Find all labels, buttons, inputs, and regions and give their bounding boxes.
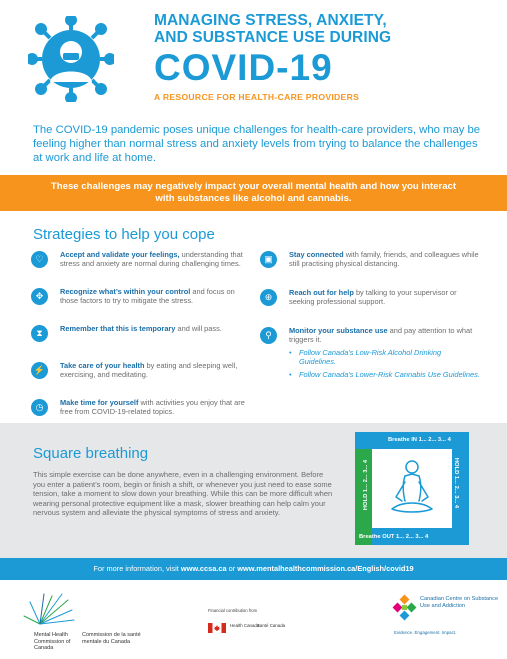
square-breathing-heading: Square breathing (33, 445, 149, 462)
target-arrows-icon: ✥ (31, 288, 48, 305)
footer-prefix: For more information, visit (93, 564, 181, 573)
cannabis-guidelines-link[interactable]: • Follow Canada’s Lower-Risk Cannabis Use Guidelines. (289, 370, 480, 379)
hold-right-label: HOLD 1... 2... 3... 4 (452, 457, 459, 509)
strategy-text: with activities you enjoy that are free from COVID-19-related topics. (60, 398, 245, 417)
strategy-bold: Reach out for help (289, 288, 354, 297)
magnifier-icon: ⚲ (260, 327, 277, 344)
ccsa-tagline: Evidence. Engagement. Impact. (394, 630, 457, 635)
strategy-bold: Remember that this is temporary (60, 324, 176, 333)
strategy-accept-feelings (31, 250, 251, 287)
strategy-text: and will pass. (175, 324, 222, 333)
square-breathing-text: This simple exercise can be done anywhere, even in a challenging environment. Before you enter a patient’s room, begin or finish a shift, or whenever you just need to ease some tension, take a moment to slow down your breathing. While this can be more difficult when wearing personal protective equipment like a mask, slower breathing can help calm your nervous system and alleviate the physical symptoms of stress and anxiety. (33, 470, 333, 518)
alcohol-guidelines-link[interactable]: • Follow Canada’s Low-Risk Alcohol Drinking Guidelines. (289, 348, 480, 367)
strategy-text: understanding that stress and anxiety are normal during challenging times. (60, 250, 243, 269)
health-canada-fr: Santé Canada (257, 623, 286, 628)
strategy-recognize-control (31, 287, 251, 324)
strategies-left-column (31, 250, 251, 435)
strategies-heading: Strategies to help you cope (33, 226, 215, 243)
banner-line-2: with substances like alcohol and cannabis. (155, 193, 352, 204)
strategy-bold: Take care of your health (60, 361, 145, 370)
ccsa-mosaic-icon (392, 594, 418, 624)
intro-paragraph: The COVID-19 pandemic poses unique challenges for health-care providers, who may be feeling higher than normal stress and anxiety levels from trying to balance the challenges at work and life at home. (33, 124, 481, 164)
lifebuoy-icon: ⊕ (260, 289, 277, 306)
footer-bar (0, 558, 507, 580)
strategy-bold: Accept and validate your feelings, (60, 250, 180, 259)
strategy-health (31, 361, 251, 398)
hold-left-label: HOLD 1... 2... 3... 4 (363, 459, 370, 511)
breathe-out-label: Breathe OUT 1... 2... 3... 4 (359, 534, 429, 540)
meditating-person-icon (372, 449, 452, 528)
financial-contribution-label: Financial contribution from (208, 608, 258, 613)
banner-line-1: These challenges may negatively impact your overall mental health and how you interact (50, 181, 457, 192)
strategy-monitor-substance (260, 326, 480, 379)
strategy-temporary (31, 324, 251, 361)
ccsa-link[interactable]: www.ccsa.ca (180, 564, 227, 573)
strategies-right-column (260, 250, 480, 379)
mhcc-name-en: Mental Health Commission of Canada (34, 632, 71, 651)
mhcc-logo (22, 592, 142, 652)
partner-logos (0, 580, 507, 659)
ccsa-logo (392, 594, 502, 649)
meditation-figure-panel (372, 449, 452, 528)
heart-hand-icon: ♡ (31, 251, 48, 268)
hourglass-icon: ⧗ (31, 325, 48, 342)
strategy-text: with family, friends, and colleagues while still practising physical distancing. (289, 250, 479, 269)
strategy-stay-connected (260, 250, 480, 288)
strategy-text: by eating and sleeping well, exercising, and meditating. (60, 361, 238, 380)
strategy-text: and focus on those factors to try to mitigate the stress. (60, 287, 235, 306)
strategy-bold: Make time for yourself (60, 398, 139, 407)
title-line-2: AND SUBSTANCE USE DURING (154, 29, 392, 46)
video-call-icon: ▣ (260, 251, 277, 268)
strategy-text: and pay attention to what triggers it. (289, 326, 473, 345)
page-title: COVID-19 (154, 47, 333, 88)
strategy-text: by talking to your supervisor or seeking professional support. (289, 288, 457, 307)
mhcc-link[interactable]: www.mentalhealthcommission.ca/English/covid19 (237, 564, 414, 573)
orange-banner (0, 175, 507, 211)
header (0, 0, 507, 118)
title-block (154, 12, 494, 102)
title-line-1: MANAGING STRESS, ANXIETY, (154, 12, 387, 29)
mhcc-burst-icon (22, 592, 82, 632)
strategy-bold: Stay connected (289, 250, 344, 259)
footer-mid: or (226, 564, 238, 573)
breathe-in-label: Breathe IN 1... 2... 3... 4 (388, 437, 451, 443)
watch-icon: ◷ (31, 399, 48, 416)
health-canada-logo (208, 608, 318, 648)
virus-doctor-icon (28, 16, 114, 102)
strategy-bold: Monitor your substance use (289, 326, 388, 335)
breathing-square-diagram (355, 432, 469, 545)
ccsa-name: Canadian Centre on Substance Use and Addiction (420, 596, 499, 609)
mhcc-name-fr: Commission de la santé mentale du Canada (82, 632, 141, 645)
strategy-bold: Recognize what’s within your control (60, 287, 191, 296)
subtitle: A RESOURCE FOR HEALTH-CARE PROVIDERS (154, 92, 360, 102)
running-icon: ⚡ (31, 362, 48, 379)
canada-flag-icon (208, 623, 226, 633)
health-canada-en: Health Canada (230, 623, 260, 628)
strategy-reach-out (260, 288, 480, 326)
